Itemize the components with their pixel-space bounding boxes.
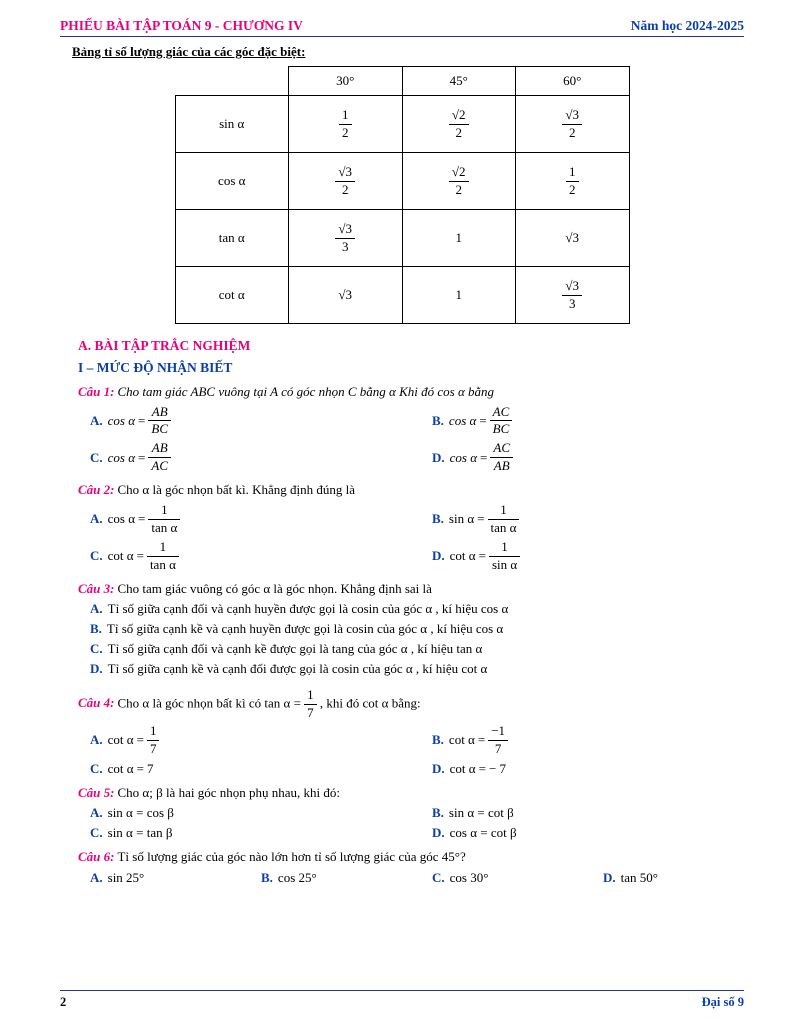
header-title-right: Năm học 2024-2025 (630, 18, 744, 33)
table-row (175, 267, 629, 324)
question-4-label: Câu 4: (78, 695, 115, 711)
question-5 (78, 783, 744, 803)
table-corner-cell (175, 67, 289, 96)
table-row (175, 96, 629, 153)
cell-tan-60: √3 (516, 210, 630, 267)
table-subtitle: Bảng tỉ số lượng giác của các góc đặc biệt: (72, 44, 306, 59)
option-5-d[interactable]: D. cos α = cot β (432, 825, 517, 841)
cell-cos-45: $\frac{√2}{2}$ (402, 153, 516, 210)
option-2-c[interactable]: C. cot α = $\frac{1}{\text{tan α}}$ (60, 540, 402, 573)
question-1-text: Cho tam giác ABC vuông tại A có góc nhọn C bằng α Khi đó cos α bằng (117, 384, 495, 399)
row-label-cos: cos α (175, 153, 289, 210)
row-label-sin: sin α (175, 96, 289, 153)
question-4-fraction: $\frac{1}{7}$ (304, 688, 317, 721)
cell-cos-60: $\frac{1}{2}$ (516, 153, 630, 210)
question-4-text-post: , khi đó cot α bằng: (319, 695, 421, 711)
question-6 (78, 847, 744, 867)
option-3-a[interactable]: A. Tỉ số giữa cạnh đối và cạnh huyền được gọi là cosin của góc α , kí hiệu cos α (90, 601, 509, 616)
option-5-b[interactable]: B. sin α = cot β (432, 805, 514, 821)
option-5-c[interactable]: C. sin α = tan β (90, 825, 173, 841)
question-4-text-pre: Cho α là góc nhọn bất kì có tan α = (117, 695, 301, 711)
question-2-options (60, 503, 744, 573)
footer-subject: Đại số 9 (701, 995, 744, 1009)
cell-cos-30: $\frac{√3}{2}$ (289, 153, 403, 210)
question-2-label: Câu 2: (78, 482, 115, 498)
question-1-label: Câu 1: (78, 384, 115, 399)
option-5-a[interactable]: A. sin α = cos β (90, 805, 174, 821)
question-3-text: Cho tam giác vuông có góc α là góc nhọn. Khẳng định sai là (117, 580, 432, 596)
table-row (175, 153, 629, 210)
question-1-options (60, 405, 744, 475)
header-title-left: PHIẾU BÀI TẬP TOÁN 9 - CHƯƠNG IV (60, 18, 303, 33)
option-1-b[interactable]: B. cos α = $\frac{AC}{BC}$ (402, 405, 744, 438)
cell-cot-45: 1 (402, 267, 516, 324)
option-2-b[interactable]: B. sin α = $\frac{1}{\text{tan α}}$ (402, 503, 744, 536)
option-6-b[interactable]: B. cos 25° (261, 869, 317, 885)
table-col-header-45: 45° (402, 67, 516, 96)
question-2-text: Cho α là góc nhọn bất kì. Khẳng định đúng là (117, 482, 356, 498)
option-6-c[interactable]: C. cos 30° (432, 869, 489, 885)
option-4-a[interactable]: A. cot α = $\frac{1}{7}$ (60, 724, 402, 757)
page-footer (60, 986, 744, 1010)
special-angles-table (175, 66, 630, 324)
section-i-title: I – MỨC ĐỘ NHẬN BIẾT (78, 360, 233, 375)
option-2-a[interactable]: A. cos α = $\frac{1}{\text{tan α}}$ (60, 503, 402, 536)
question-5-options (60, 805, 744, 841)
table-col-header-60: 60° (516, 67, 630, 96)
header-divider (60, 36, 744, 37)
table-row (175, 210, 629, 267)
row-label-tan: tan α (175, 210, 289, 267)
question-5-text: Cho α; β là hai góc nhọn phụ nhau, khi đó: (117, 784, 340, 800)
page-header (60, 18, 744, 36)
table-header-row (175, 67, 629, 96)
option-4-c[interactable]: C. cot α = 7 (90, 760, 154, 776)
cell-tan-45: 1 (402, 210, 516, 267)
cell-tan-30: $\frac{√3}{3}$ (289, 210, 403, 267)
question-6-options (60, 870, 744, 886)
option-3-c[interactable]: C. Tỉ số giữa cạnh đối và cạnh kề được gọi là tang của góc α , kí hiệu tan α (90, 641, 483, 656)
cell-sin-45: $\frac{√2}{2}$ (402, 96, 516, 153)
cell-cot-30: √3 (289, 267, 403, 324)
question-5-label: Câu 5: (78, 784, 115, 800)
question-6-text: Tỉ số lượng giác của góc nào lớn hơn tỉ số lượng giác của góc 45°? (117, 849, 466, 865)
cell-cot-60: $\frac{√3}{3}$ (516, 267, 630, 324)
cell-sin-60: $\frac{√3}{2}$ (516, 96, 630, 153)
row-label-cot: cot α (175, 267, 289, 324)
option-2-d[interactable]: D. cot α = $\frac{1}{\text{sin α}}$ (402, 540, 744, 573)
question-1 (78, 382, 744, 402)
option-6-a[interactable]: A. sin 25° (90, 869, 145, 885)
question-2 (78, 480, 744, 500)
question-3-options (60, 601, 744, 677)
option-6-d[interactable]: D. tan 50° (603, 869, 658, 885)
option-1-a[interactable]: A. cos α = $\frac{AB}{BC}$ (60, 405, 402, 438)
question-3-label: Câu 3: (78, 580, 115, 596)
option-4-d[interactable]: D. cot α = − 7 (432, 760, 507, 776)
option-3-d[interactable]: D. Tỉ số giữa cạnh kề và cạnh đối được gọi là cosin của góc α , kí hiệu cot α (90, 661, 488, 676)
option-4-b[interactable]: B. cot α = $\frac{-1}{7}$ (402, 724, 744, 757)
table-col-header-30: 30° (289, 67, 403, 96)
cell-sin-30: $\frac{1}{2}$ (289, 96, 403, 153)
question-4-options (60, 724, 744, 777)
option-1-c[interactable]: C. cos α = $\frac{AB}{AC}$ (60, 441, 402, 474)
question-4 (78, 688, 744, 721)
question-3 (78, 579, 744, 599)
section-a-title: A. BÀI TẬP TRẮC NGHIỆM (78, 338, 251, 353)
option-3-b[interactable]: B. Tỉ số giữa cạnh kề và cạnh huyền được gọi là cosin của góc α , kí hiệu cos α (90, 621, 504, 636)
page-number: 2 (60, 995, 67, 1009)
question-6-label: Câu 6: (78, 849, 115, 865)
option-1-d[interactable]: D. cos α = $\frac{AC}{AB}$ (402, 441, 744, 474)
